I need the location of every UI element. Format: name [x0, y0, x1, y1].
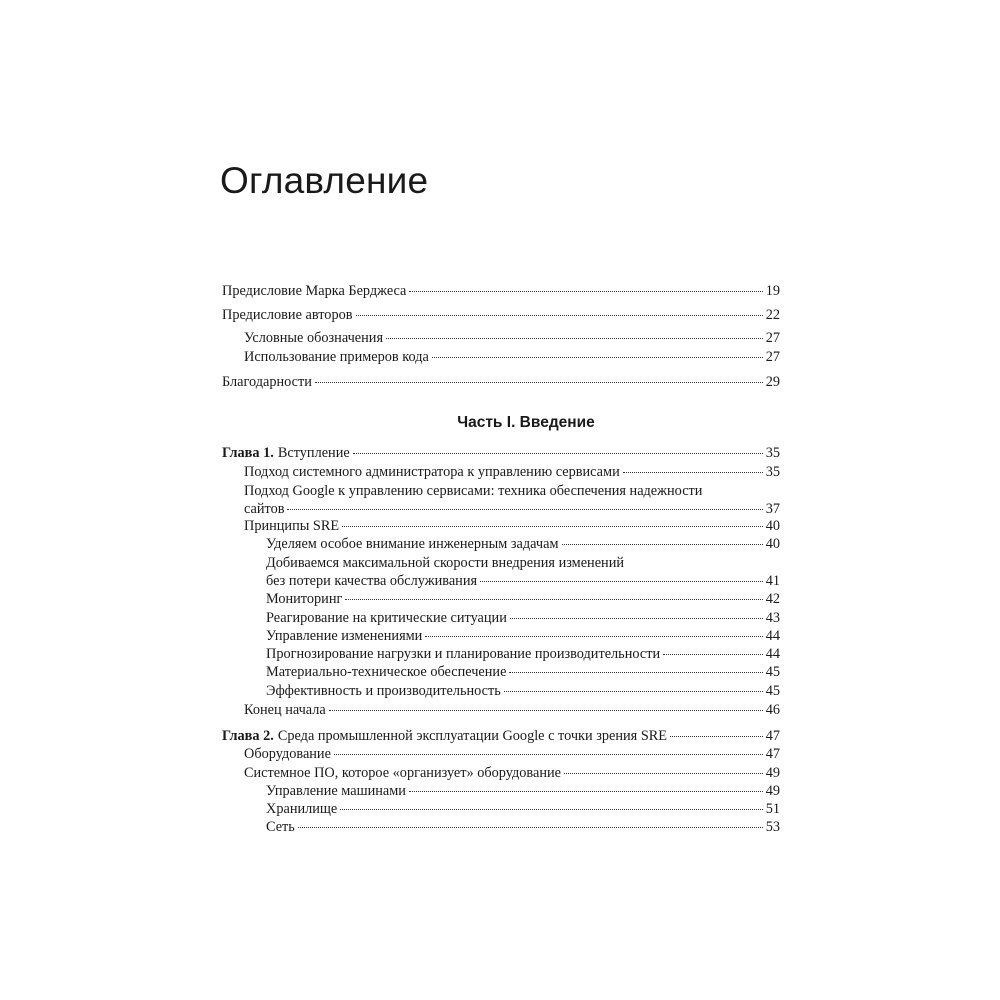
toc-entry-foreword-burgess[interactable]	[222, 282, 780, 300]
toc-entry-text: Эффективность и производительность	[266, 683, 501, 699]
dot-leader	[409, 791, 763, 792]
dot-leader	[345, 599, 762, 600]
dot-leader	[386, 338, 763, 339]
dot-leader	[298, 827, 763, 828]
dot-leader	[425, 636, 762, 637]
chapter-label: Глава 2.	[222, 728, 274, 744]
toc-entry-text: Предисловие Марка Берджеса	[222, 283, 407, 299]
toc-entry-text: Управление машинами	[266, 783, 406, 799]
toc-entry-code-examples[interactable]	[222, 348, 780, 366]
dot-leader	[509, 672, 762, 673]
dot-leader	[353, 453, 763, 454]
toc-entry-text-line2: без потери качества обслуживания	[266, 573, 478, 589]
dot-leader	[409, 291, 762, 292]
toc-entry-text: Уделяем особое внимание инженерным задачам	[266, 536, 559, 552]
toc-page-number: 47	[765, 746, 780, 762]
dot-leader	[334, 754, 763, 755]
toc-entry-acknowledgements[interactable]	[222, 373, 780, 391]
toc-entry-hardware[interactable]	[222, 745, 780, 763]
toc-page-number: 27	[765, 349, 780, 365]
toc-entry-text: Благодарности	[222, 374, 312, 390]
toc-entry-text: Использование примеров кода	[244, 349, 429, 365]
dot-leader	[670, 736, 763, 737]
toc-page-number: 37	[765, 501, 780, 517]
part-title: Часть I. Введение	[457, 414, 595, 431]
toc-page-number: 44	[765, 646, 780, 662]
toc-entry-text: Конец начала	[244, 702, 326, 718]
toc-page-number: 45	[765, 683, 780, 699]
toc-entry-text: Оборудование	[244, 746, 331, 762]
toc-page-number: 22	[765, 307, 780, 323]
toc-page-number: 43	[765, 610, 780, 626]
toc-entry-system-software[interactable]	[222, 764, 780, 782]
toc-entry-change-management[interactable]	[222, 627, 780, 645]
toc-page-number: 49	[765, 765, 780, 781]
toc-entry-monitoring[interactable]	[222, 590, 780, 608]
toc-page-number: 35	[765, 445, 780, 461]
toc-chapter-2[interactable]	[222, 727, 780, 745]
dot-leader	[504, 691, 763, 692]
toc-entry-network[interactable]	[222, 818, 780, 836]
toc-entry-text: Управление изменениями	[266, 628, 423, 644]
toc-entry-engineering-focus[interactable]	[222, 535, 780, 553]
toc-entry-authors-foreword[interactable]	[222, 306, 780, 324]
dot-leader	[663, 654, 763, 655]
toc-page-number: 40	[765, 518, 780, 534]
toc-entry-text: Подход системного администратора к управлению сервисами	[244, 464, 620, 480]
toc-page-number: 27	[765, 330, 780, 346]
toc-entry-text-line1: Подход Google к управлению сервисами: техника обеспечения надежности	[244, 483, 703, 499]
dot-leader	[315, 382, 763, 383]
toc-entry-sre-principles[interactable]	[222, 517, 780, 535]
toc-entry-text-line2: сайтов	[244, 501, 285, 517]
toc-page-number: 41	[765, 573, 780, 589]
toc-entry-text-line1: Добиваемся максимальной скорости внедрения изменений	[266, 555, 625, 571]
table-of-contents	[222, 0, 780, 1000]
toc-entry-capacity-planning[interactable]	[222, 645, 780, 663]
toc-page-number: 29	[765, 374, 780, 390]
toc-entry-text: Предисловие авторов	[222, 307, 353, 323]
toc-entry-text: Мониторинг	[266, 591, 343, 607]
toc-page-number: 46	[765, 702, 780, 718]
toc-page-number: 45	[765, 664, 780, 680]
dot-leader	[623, 472, 763, 473]
toc-entry-text: Прогнозирование нагрузки и планирование производительности	[266, 646, 661, 662]
chapter-label: Глава 1.	[222, 445, 274, 461]
toc-page-number: 53	[765, 819, 780, 835]
dot-leader	[356, 315, 763, 316]
toc-entry-conventions[interactable]	[222, 329, 780, 347]
toc-page-number: 40	[765, 536, 780, 552]
dot-leader	[342, 526, 763, 527]
toc-entry-google-approach[interactable]	[222, 482, 780, 518]
toc-page-number: 44	[765, 628, 780, 644]
toc-entry-end-of-beginning[interactable]	[222, 701, 780, 719]
chapter-title: Вступление	[277, 445, 350, 461]
toc-entry-text: Реагирование на критические ситуации	[266, 610, 507, 626]
toc-page-number: 19	[765, 283, 780, 299]
toc-entry-text: Материально-техническое обеспечение	[266, 664, 507, 680]
toc-entry-emergency-response[interactable]	[222, 609, 780, 627]
toc-entry-text: Принципы SRE	[244, 518, 340, 534]
toc-page-number: 49	[765, 783, 780, 799]
dot-leader	[480, 581, 763, 582]
dot-leader	[340, 809, 762, 810]
dot-leader	[287, 509, 762, 510]
toc-page-number: 51	[765, 801, 780, 817]
toc-entry-change-velocity[interactable]	[222, 554, 780, 590]
toc-entry-provisioning[interactable]	[222, 663, 780, 681]
toc-entry-text: Хранилище	[266, 801, 338, 817]
toc-entry-text: Сеть	[266, 819, 295, 835]
dot-leader	[432, 357, 763, 358]
toc-entry-text: Системное ПО, которое «организует» оборудование	[244, 765, 561, 781]
toc-page-number: 42	[765, 591, 780, 607]
toc-entry-machine-management[interactable]	[222, 782, 780, 800]
toc-page-number: 35	[765, 464, 780, 480]
toc-entry-storage[interactable]	[222, 800, 780, 818]
toc-entry-text: Условные обозначения	[244, 330, 384, 346]
toc-chapter-1[interactable]	[222, 444, 780, 462]
dot-leader	[329, 710, 763, 711]
toc-entry-sysadmin-approach[interactable]	[222, 463, 780, 481]
toc-entry-efficiency-performance[interactable]	[222, 682, 780, 700]
dot-leader	[562, 544, 763, 545]
toc-page-number: 47	[765, 728, 780, 744]
chapter-title: Среда промышленной эксплуатации Google с точки зрения SRE	[277, 728, 668, 744]
dot-leader	[564, 773, 763, 774]
dot-leader	[510, 618, 763, 619]
page-title: Оглавление	[220, 160, 429, 201]
